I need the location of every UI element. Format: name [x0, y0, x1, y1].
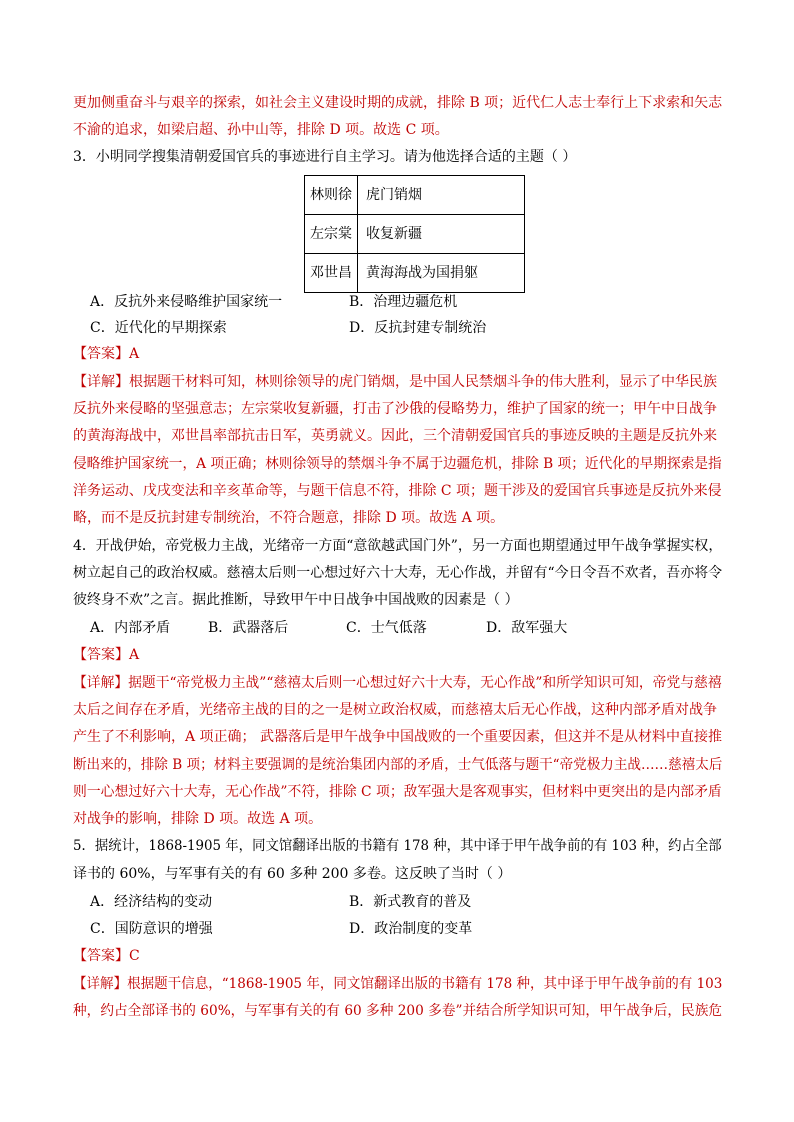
intro-line: 更加侧重奋斗与艰辛的探索，如社会主义建设时期的成就，排除 B 项；近代仁人志士奉行上下求索和矢志	[73, 95, 723, 111]
question-3-detail-line: 的黄海海战中，邓世昌率部抗击日军，英勇就义。因此，三个清朝爱国官兵的事迹反映的主题是反抗外来	[73, 428, 717, 444]
table-row	[305, 176, 525, 215]
table-cell-name: 左宗棠	[305, 215, 358, 254]
table-row	[305, 254, 525, 293]
question-4-stem: 4．开战伊始，帝党极力主战，光绪帝一方面“意欲越武国门外”，另一方面也期望通过甲午战争掌握实权，	[73, 538, 723, 554]
option-b: B．治理边疆危机	[349, 294, 458, 310]
question-4-detail-line: 太后之间存在矛盾，光绪帝主战的目的之一是树立政治权威，而慈禧太后无心作战，这种内部矛盾对战争	[73, 702, 717, 718]
question-5-detail-line: 种，约占全部译书的 60%，与军事有关的有 60 多种 200 多卷”并结合所学知识可知，甲午战争后，民族危	[73, 1003, 723, 1019]
question-3-detail-line: 【详解】根据题干材料可知，林则徐领导的虎门销烟，是中国人民禁烟斗争的伟大胜利，显示了中华民族	[73, 374, 717, 390]
question-5-answer: 【答案】C	[73, 948, 140, 964]
option-b: B．新式教育的普及	[349, 894, 472, 910]
question-3-detail-line: 反抗外来侵略的坚强意志；左宗棠收复新疆，打击了沙俄的侵略势力，维护了国家的统一；甲午中日战争	[73, 401, 717, 417]
option-a: A．内部矛盾	[90, 620, 171, 636]
table-cell-name: 林则徐	[305, 176, 358, 215]
question-4-detail-line: 产生了不利影响，A 项正确； 武器落后是甲午战争中国战败的一个重要因素，但这并不是从材料中直接推	[73, 729, 723, 745]
question-3-table	[304, 175, 525, 293]
option-c: C．士气低落	[346, 620, 427, 636]
option-c: C．近代化的早期探索	[90, 320, 227, 336]
question-3-detail-line: 略，而不是反抗封建专制统治，不符合题意，排除 D 项。故选 A 项。	[73, 510, 505, 526]
question-3-detail-line: 洋务运动、戊戌变法和辛亥革命等，与题干信息不符，排除 C 项；题干涉及的爱国官兵事迹是反抗外来侵	[73, 483, 722, 499]
question-3-stem: 3．小明同学搜集清朝爱国官兵的事迹进行自主学习。请为他选择合适的主题（ ）	[73, 149, 577, 165]
question-3-answer: 【答案】A	[73, 346, 140, 362]
question-4-detail-line: 【详解】据题干“帝党极力主战”“慈禧太后则一心想过好六十大寿，无心作战”和所学知识可知，帝党与慈禧	[73, 675, 722, 691]
question-4-answer: 【答案】A	[73, 647, 140, 663]
table-cell-event: 黄海海战为国捐躯	[358, 254, 525, 293]
option-a: A．反抗外来侵略维护国家统一	[90, 294, 283, 310]
table-cell-name: 邓世昌	[305, 254, 358, 293]
question-4-detail-line: 断出来的，排除 B 项；材料主要强调的是统治集团内部的矛盾，士气低落与题干“帝党极力主战……慈禧太后	[73, 757, 723, 773]
question-4-detail-line: 则一心想过好六十大寿，无心作战”不符，排除 C 项；敌军强大是客观事实，但材料中更突出的是内部矛盾	[73, 784, 722, 800]
question-3-detail-line: 侵略维护国家统一，A 项正确；林则徐领导的禁烟斗争不属于边疆危机，排除 B 项；近代化的早期探索是指	[73, 456, 722, 472]
option-d: D．政治制度的变革	[349, 921, 473, 937]
question-4-stem: 树立起自己的政治权威。慈禧太后则一心想过好六十大寿，无心作战，并留有“今日令吾不欢者，吾亦将令	[73, 565, 723, 581]
table-cell-event: 虎门销烟	[358, 176, 525, 215]
option-b: B．武器落后	[208, 620, 289, 636]
question-5-stem: 译书的 60%，与军事有关的有 60 多种 200 多卷。这反映了当时（ ）	[73, 866, 512, 882]
option-c: C．国防意识的增强	[90, 921, 213, 937]
question-4-stem: 彼终身不欢”之言。据此推断，导致甲午中日战争中国战败的因素是（ ）	[73, 592, 519, 608]
question-5-detail-line: 【详解】根据题干信息，“1868-1905 年，同文馆翻译出版的书籍有 178 种，其中译于甲午战争前的有 103	[73, 976, 723, 992]
question-4-detail-line: 对战争的影响，排除 D 项。故选 A 项。	[73, 811, 323, 827]
intro-line: 不渝的追求，如梁启超、孙中山等，排除 D 项。故选 C 项。	[73, 122, 449, 138]
table-row	[305, 215, 525, 254]
option-d: D．敌军强大	[486, 620, 568, 636]
question-5-stem: 5．据统计，1868-1905 年，同文馆翻译出版的书籍有 178 种，其中译于甲午战争前的有 103 种，约占全部	[73, 838, 722, 854]
table-cell-event: 收复新疆	[358, 215, 525, 254]
option-d: D．反抗封建专制统治	[349, 320, 487, 336]
option-a: A．经济结构的变动	[90, 894, 213, 910]
